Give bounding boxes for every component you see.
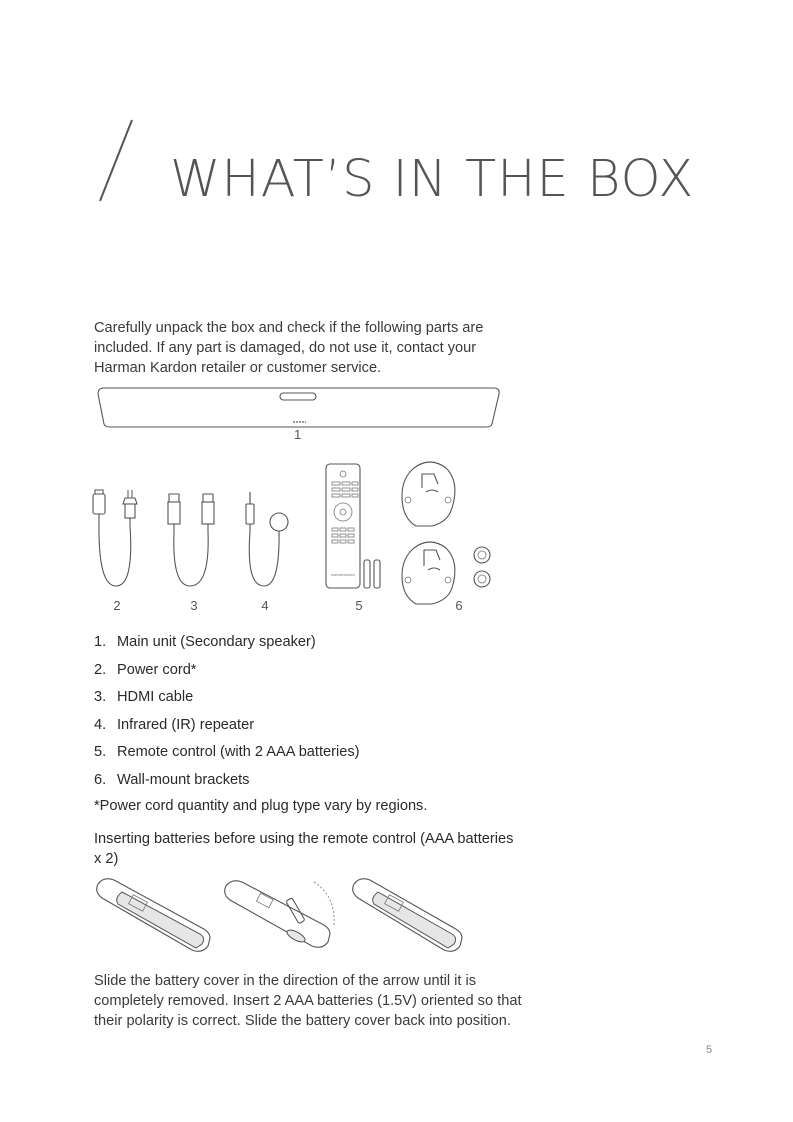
list-item: 3. HDMI cable xyxy=(94,689,194,705)
parts-list xyxy=(94,632,360,797)
power-cord-illustration xyxy=(93,490,137,586)
page-number: 5 xyxy=(706,1044,713,1056)
list-item: 2. Power cord* xyxy=(94,661,197,678)
remote-control-illustration xyxy=(326,464,380,588)
battery-heading: Inserting batteries before using the remote control (AAA batteries x 2) xyxy=(94,831,514,867)
main-unit-illustration xyxy=(96,384,506,444)
callout-4: 4 xyxy=(261,598,269,613)
battery-insertion-illustration xyxy=(92,876,472,960)
list-item: 6. Wall-mount brackets xyxy=(94,771,250,788)
hdmi-cable-illustration xyxy=(168,494,214,586)
title-slash-decoration xyxy=(96,118,136,204)
accessories-illustration xyxy=(86,460,506,616)
ir-repeater-illustration xyxy=(246,492,288,586)
page-title: WHAT’S IN THE BOX xyxy=(170,150,695,209)
callout-5: 5 xyxy=(355,598,363,613)
callout-6: 6 xyxy=(455,598,463,613)
remote-batteries-illustration xyxy=(225,881,335,948)
battery-instructions: Slide the battery cover in the direction of the arrow until it is completely removed. Insert 2 AAA batteries (1.5V) oriented so that their polarity is correct. Slide the battery cover back into position. xyxy=(94,973,522,1029)
remote-cover-back-illustration xyxy=(353,879,462,952)
list-item: 4. Infrared (IR) repeater xyxy=(94,716,255,733)
wall-mount-brackets-illustration xyxy=(402,462,490,604)
power-cord-note: *Power cord quantity and plug type vary by regions. xyxy=(94,798,428,814)
list-item: 1. Main unit (Secondary speaker) xyxy=(94,634,316,650)
remote-brand-text: harman/kardon xyxy=(331,573,355,577)
callout-1: 1 xyxy=(294,427,302,442)
callout-3: 3 xyxy=(190,598,198,613)
intro-paragraph: Carefully unpack the box and check if the following parts are included. If any part is damaged, do not use it, contact your Harman Kardon retailer or customer service. xyxy=(94,320,484,376)
list-item: 5. Remote control (with 2 AAA batteries) xyxy=(94,744,360,760)
callout-2: 2 xyxy=(113,598,121,613)
remote-cover-on-illustration xyxy=(97,879,210,952)
